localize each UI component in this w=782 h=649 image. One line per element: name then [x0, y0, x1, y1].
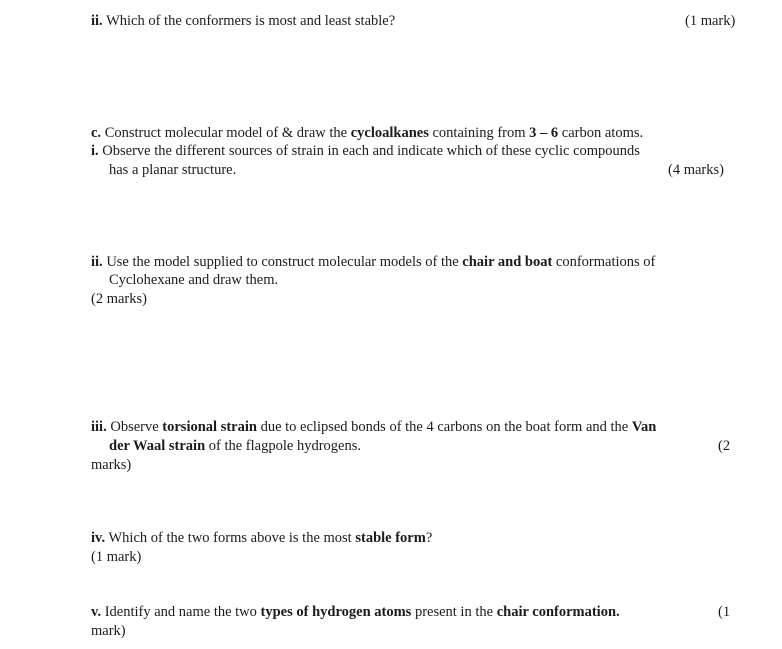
question-c-v-mark-part-2: mark): [91, 623, 126, 639]
question-c-iv-mark: (1 mark): [91, 549, 142, 565]
question-bold-term: stable form: [355, 530, 426, 546]
question-c-ii-line-1: [91, 253, 655, 271]
question-bold-term: chair conformation.: [496, 604, 620, 620]
question-text: due to eclipsed bonds of the 4 carbons on the boat form and the: [260, 419, 629, 435]
question-number: iii.: [91, 419, 107, 435]
question-text: of the flagpole hydrogens.: [208, 438, 361, 454]
question-text: ?: [425, 530, 433, 546]
question-c-iii-mark-part-1: (2: [718, 438, 731, 454]
question-text: Use the model supplied to construct molecular models of the: [106, 254, 459, 270]
question-text: Observe: [110, 419, 159, 435]
question-number: i.: [91, 143, 99, 159]
question-text: Construct molecular model of & draw the: [104, 125, 348, 141]
question-c-iii-mark-part-2: marks): [91, 457, 132, 473]
question-number: c.: [91, 125, 102, 141]
question-c-i-mark: (4 marks): [668, 162, 724, 178]
question-b-ii-mark: (1 mark): [685, 13, 736, 29]
question-number: ii.: [91, 13, 103, 29]
question-text: conformations of: [555, 254, 656, 270]
question-bold-term: 3 – 6: [529, 125, 559, 141]
question-bold-term: Van: [631, 419, 657, 435]
question-c-ii-line-2: Cyclohexane and draw them.: [109, 272, 279, 288]
question-c-i-line-2: has a planar structure.: [109, 162, 237, 178]
question-text: Which of the two forms above is the most: [108, 530, 352, 546]
question-text: present in the: [414, 604, 494, 620]
question-c-iii-line-2: [109, 437, 361, 455]
question-number: v.: [91, 604, 102, 620]
question-text: Which of the conformers is most and least stable?: [106, 13, 396, 29]
question-c-i-line-1: [91, 142, 640, 160]
question-c-iii-line-1: [91, 418, 656, 436]
question-b-ii: [91, 12, 395, 30]
question-number: iv.: [91, 530, 106, 546]
question-bold-term: der Waal strain: [109, 438, 206, 454]
question-bold-term: types of hydrogen atoms: [260, 604, 412, 620]
question-bold-term: torsional strain: [162, 419, 257, 435]
question-c-v: [91, 603, 620, 621]
question-bold-term: chair and boat: [462, 254, 553, 270]
question-number: ii.: [91, 254, 103, 270]
question-c: [91, 124, 643, 142]
question-text: carbon atoms.: [561, 125, 644, 141]
question-text: Observe the different sources of strain in each and indicate which of these cyclic compounds: [102, 143, 640, 159]
question-c-ii-mark: (2 marks): [91, 291, 147, 307]
question-c-iv: [91, 529, 432, 547]
question-text: containing from: [432, 125, 526, 141]
question-text: Identify and name the two: [104, 604, 257, 620]
question-c-v-mark-part-1: (1: [718, 604, 731, 620]
question-bold-term: cycloalkanes: [350, 125, 429, 141]
